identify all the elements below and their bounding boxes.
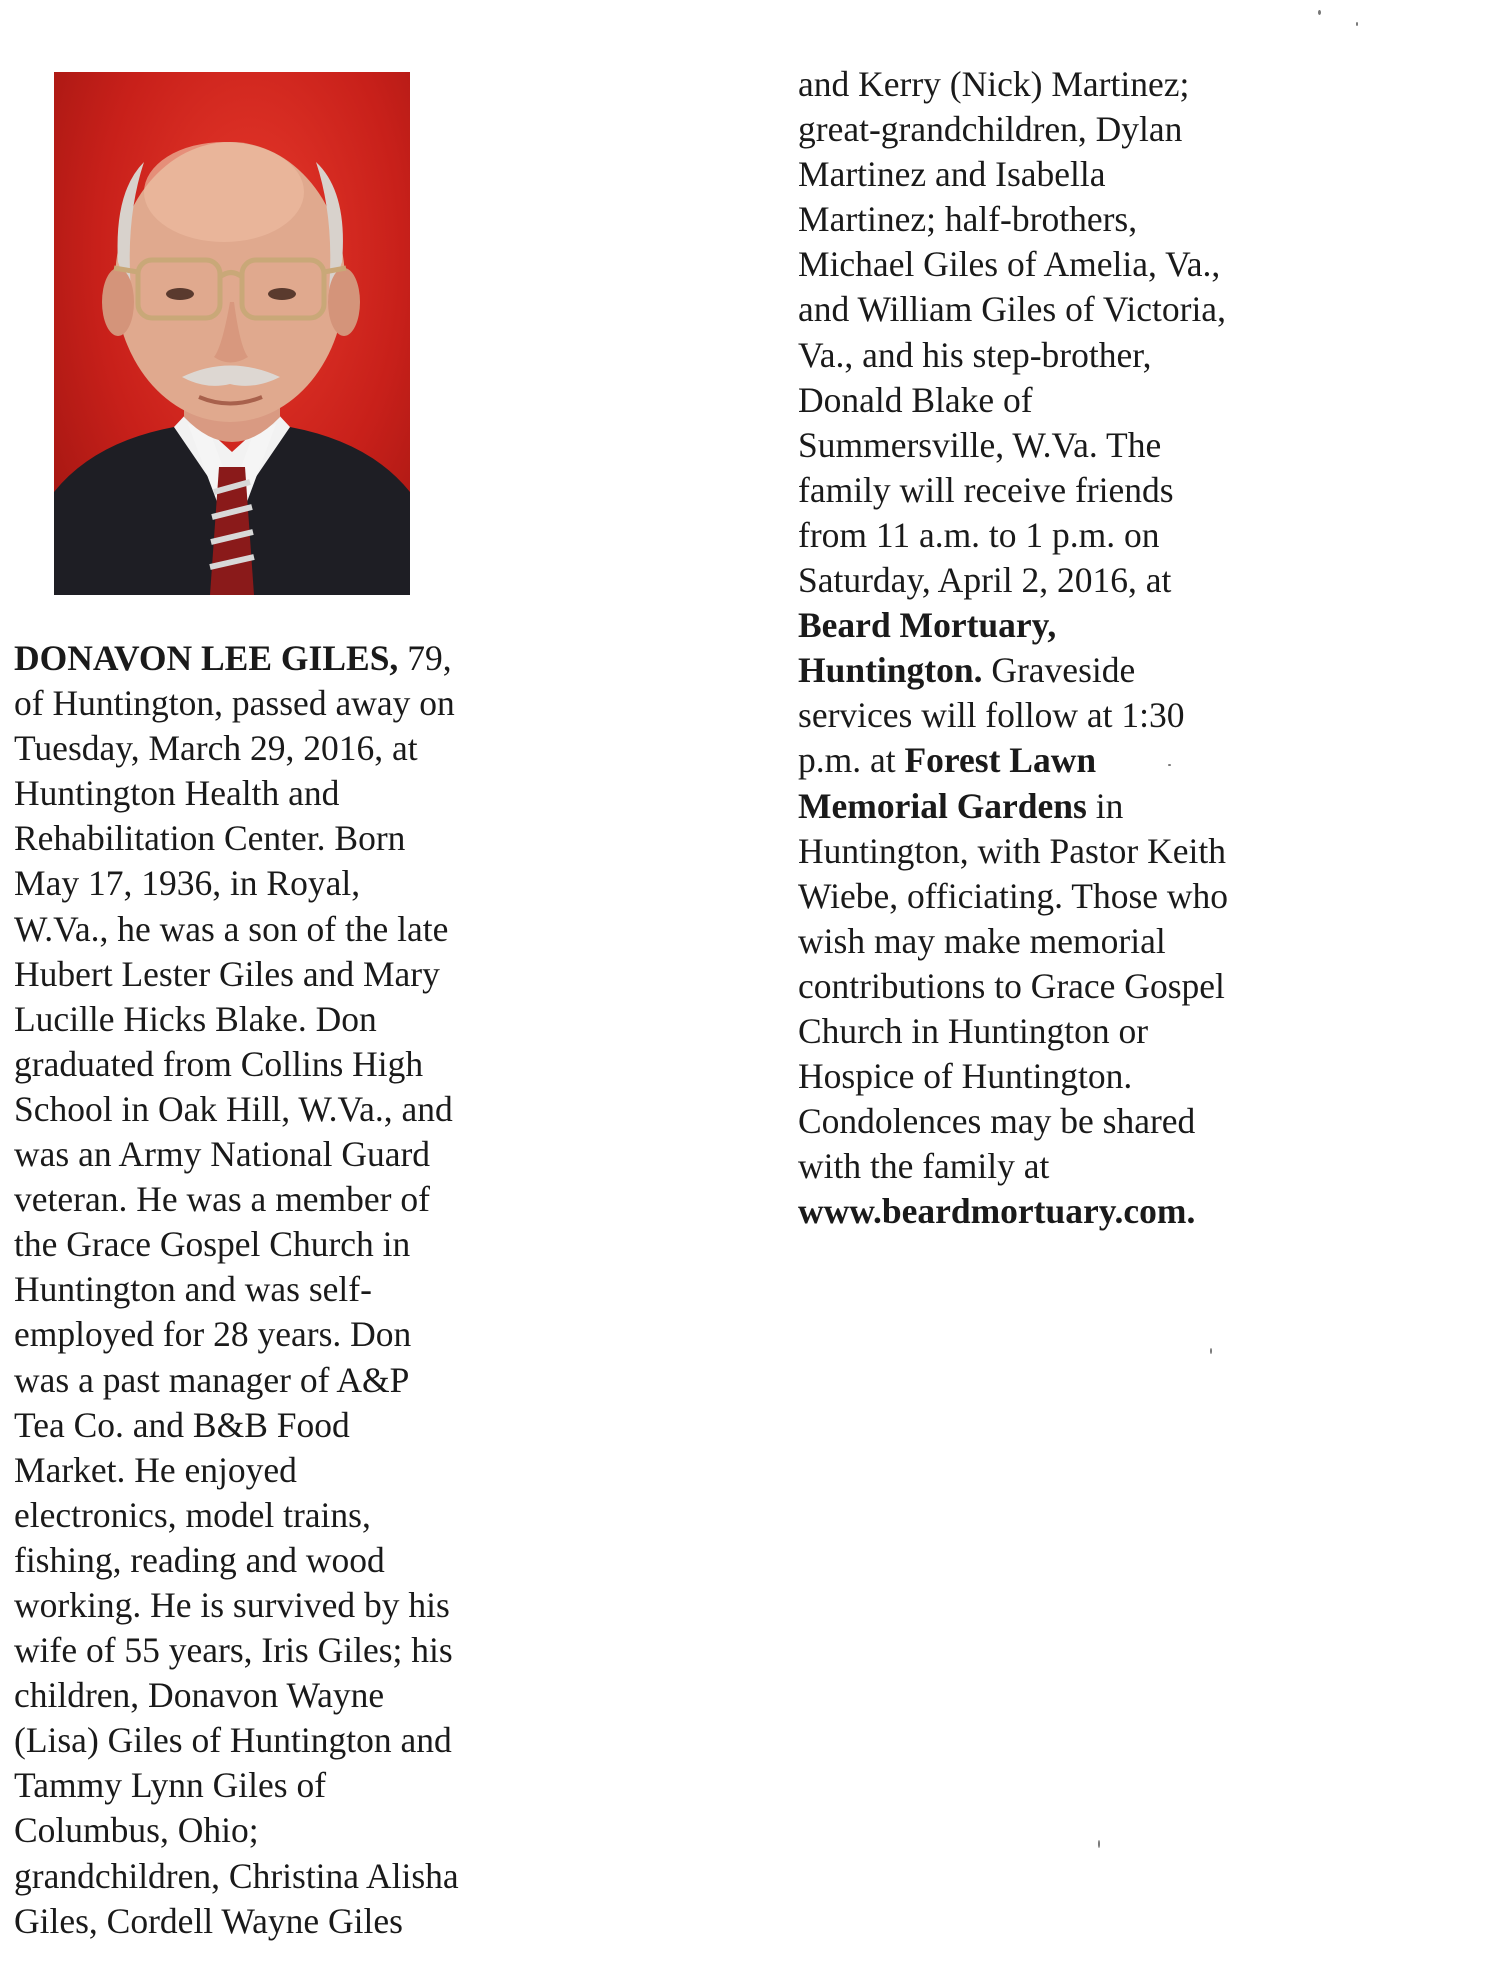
scan-speck — [1210, 1348, 1212, 1354]
obituary-text: Giles, Cordell Wayne Giles — [14, 1900, 403, 1941]
obituary-line — [14, 1222, 459, 1267]
obituary-text: graduated from Collins High — [14, 1043, 424, 1084]
obituary-text: Church in Huntington or — [798, 1010, 1149, 1051]
obituary-text: Tuesday, March 29, 2016, at — [14, 728, 418, 769]
obituary-text: School in Oak Hill, W.Va., and — [14, 1088, 453, 1129]
obituary-bold-text: Huntington. — [798, 650, 983, 691]
obituary-line — [798, 693, 1228, 738]
obituary-text: Lucille Hicks Blake. Don — [14, 998, 377, 1039]
obituary-line — [14, 1087, 459, 1132]
obituary-line — [798, 648, 1228, 693]
obituary-text: Martinez and Isabella — [798, 154, 1106, 195]
obituary-text: with the family at — [798, 1146, 1050, 1187]
obituary-text: services will follow at 1:30 — [798, 695, 1185, 736]
obituary-line — [798, 152, 1228, 197]
obituary-line — [798, 784, 1228, 829]
scan-speck — [1168, 764, 1171, 766]
obituary-text: working. He is survived by his — [14, 1584, 450, 1625]
obituary-line — [798, 738, 1228, 783]
obituary-text: contributions to Grace Gospel — [798, 965, 1225, 1006]
obituary-text: W.Va., he was a son of the late — [14, 908, 449, 949]
obituary-text: Va., and his step-brother, — [798, 334, 1152, 375]
obituary-line — [798, 107, 1228, 152]
obituary-line — [14, 726, 459, 771]
obituary-text: May 17, 1936, in Royal, — [14, 863, 361, 904]
obituary-text: Tea Co. and B&B Food — [14, 1404, 350, 1445]
obituary-line — [798, 1009, 1228, 1054]
obituary-text: Hubert Lester Giles and Mary — [14, 953, 440, 994]
obituary-text: electronics, model trains, — [14, 1494, 371, 1535]
obituary-text: in — [1086, 785, 1124, 826]
obituary-line — [14, 1673, 459, 1718]
obituary-text: fishing, reading and wood — [14, 1539, 385, 1580]
obituary-text: Michael Giles of Amelia, Va., — [798, 244, 1221, 285]
obituary-text: 79, — [398, 638, 452, 678]
obituary-text: and Kerry (Nick) Martinez; — [798, 64, 1190, 104]
obituary-text: was a past manager of A&P — [14, 1359, 410, 1400]
obituary-line — [798, 378, 1228, 423]
obituary-line — [14, 1763, 459, 1808]
obituary-line — [798, 1099, 1228, 1144]
obituary-text: Market. He enjoyed — [14, 1449, 297, 1490]
obituary-column-right — [798, 62, 1228, 1234]
obituary-text: children, Donavon Wayne — [14, 1675, 385, 1716]
obituary-line — [14, 1854, 459, 1899]
obituary-line — [14, 636, 459, 681]
obituary-text: from 11 a.m. to 1 p.m. on — [798, 514, 1160, 555]
scan-speck — [1098, 1840, 1100, 1848]
obituary-text: employed for 28 years. Don — [14, 1314, 412, 1355]
obituary-text: and William Giles of Victoria, — [798, 289, 1226, 330]
obituary-line — [14, 952, 459, 997]
obituary-line — [14, 1267, 459, 1312]
obituary-line — [14, 1808, 459, 1853]
obituary-text: Saturday, April 2, 2016, at — [798, 560, 1172, 601]
obituary-line — [798, 197, 1228, 242]
obituary-line — [798, 62, 1228, 107]
obituary-text: Tammy Lynn Giles of — [14, 1765, 327, 1806]
obituary-line — [14, 816, 459, 861]
obituary-line — [798, 1144, 1228, 1189]
obituary-text: wish may make memorial — [798, 920, 1166, 961]
obituary-line — [14, 771, 459, 816]
obituary-line — [14, 1538, 459, 1583]
obituary-text: p.m. at — [798, 740, 905, 781]
obituary-line — [798, 603, 1228, 648]
obituary-bold-text: www.beardmortuary.com. — [798, 1191, 1196, 1232]
obituary-line — [14, 1583, 459, 1628]
obituary-line — [798, 1189, 1228, 1234]
obituary-line — [14, 1403, 459, 1448]
obituary-line — [14, 1718, 459, 1763]
obituary-line — [14, 1042, 459, 1087]
obituary-line — [798, 287, 1228, 332]
obituary-text: the Grace Gospel Church in — [14, 1224, 411, 1265]
obituary-bold-text: Memorial Gardens — [798, 785, 1087, 826]
obituary-text: veteran. He was a member of — [14, 1179, 430, 1220]
obituary-text: Summersville, W.Va. The — [798, 424, 1162, 465]
obituary-text: Columbus, Ohio; — [14, 1810, 259, 1851]
obituary-text: Wiebe, officiating. Those who — [798, 875, 1229, 916]
obituary-line — [14, 1448, 459, 1493]
obituary-text: Huntington and was self- — [14, 1269, 372, 1310]
obituary-text: grandchildren, Christina Alisha — [14, 1855, 459, 1896]
obituary-text: Condolences may be shared — [798, 1101, 1196, 1142]
obituary-text: was an Army National Guard — [14, 1134, 431, 1175]
obituary-line — [798, 242, 1228, 287]
obituary-line — [14, 1177, 459, 1222]
obituary-line — [798, 513, 1228, 558]
obituary-line — [798, 874, 1228, 919]
portrait-photo-icon — [54, 72, 410, 595]
obituary-line — [14, 1358, 459, 1403]
obituary-text: (Lisa) Giles of Huntington and — [14, 1720, 452, 1761]
obituary-line — [14, 907, 459, 952]
obituary-line — [14, 997, 459, 1042]
obituary-text: Hospice of Huntington. — [798, 1056, 1133, 1097]
obituary-line — [798, 1054, 1228, 1099]
obituary-bold-text: DONAVON LEE GILES, — [14, 638, 399, 678]
obituary-line — [798, 919, 1228, 964]
obituary-line — [798, 468, 1228, 513]
portrait-photo — [54, 72, 410, 595]
obituary-line — [798, 829, 1228, 874]
obituary-line — [14, 1628, 459, 1673]
obituary-text: Graveside — [982, 650, 1136, 691]
obituary-text: Martinez; half-brothers, — [798, 199, 1138, 240]
obituary-line — [14, 1493, 459, 1538]
obituary-line — [798, 558, 1228, 603]
obituary-text: of Huntington, passed away on — [14, 683, 455, 724]
obituary-line — [14, 1899, 459, 1944]
obituary-text: Donald Blake of — [798, 379, 1033, 420]
obituary-bold-text: Beard Mortuary, — [798, 605, 1057, 646]
obituary-text: family will receive friends — [798, 469, 1174, 510]
obituary-line — [14, 1312, 459, 1357]
obituary-column-left — [14, 636, 459, 1944]
obituary-line — [14, 681, 459, 726]
obituary-line — [14, 1132, 459, 1177]
obituary-line — [798, 964, 1228, 1009]
obituary-line — [798, 423, 1228, 468]
obituary-line — [798, 333, 1228, 378]
obituary-bold-text: Forest Lawn — [904, 740, 1097, 781]
obituary-text: wife of 55 years, Iris Giles; his — [14, 1630, 453, 1671]
scan-speck — [1318, 10, 1321, 15]
obituary-text: Huntington Health and — [14, 773, 340, 814]
obituary-text: Rehabilitation Center. Born — [14, 818, 406, 859]
obituary-line — [14, 861, 459, 906]
obituary-text: Huntington, with Pastor Keith — [798, 830, 1226, 871]
obituary-text: great-grandchildren, Dylan — [798, 109, 1183, 150]
scan-speck — [1356, 22, 1358, 26]
